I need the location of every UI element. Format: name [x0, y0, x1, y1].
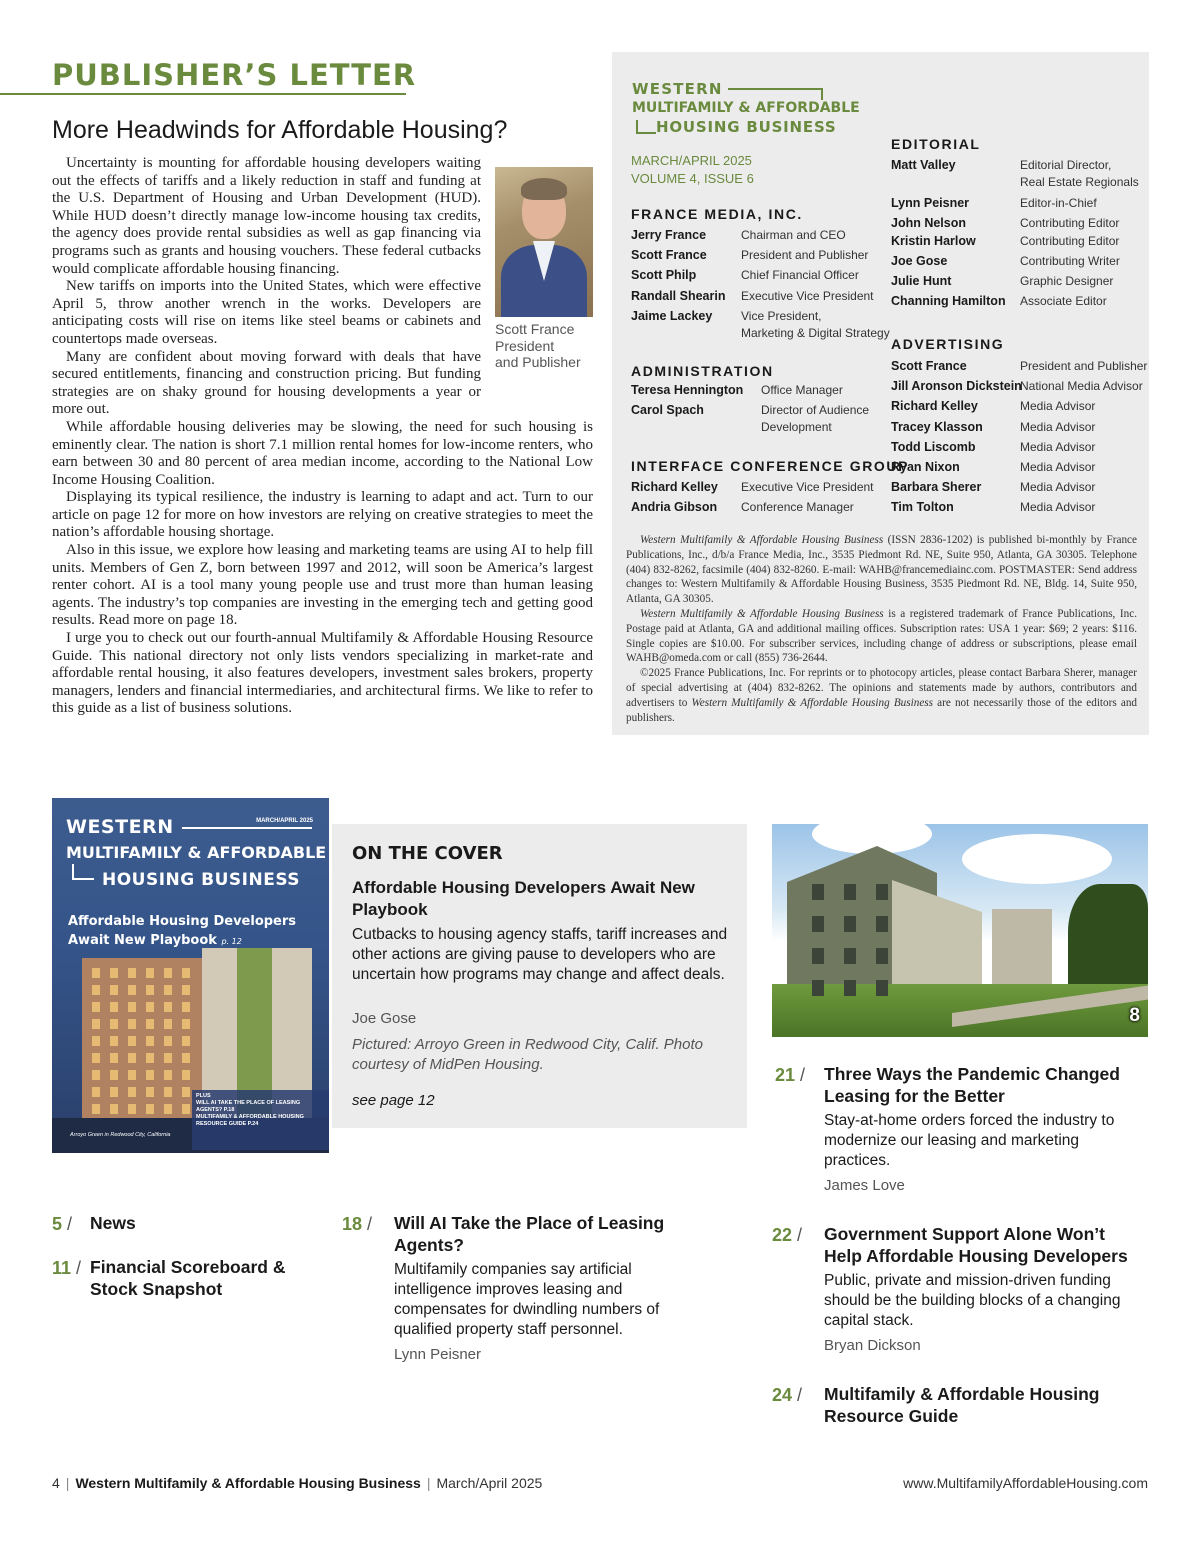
window-shape — [182, 1070, 190, 1080]
letter-paragraph: Displaying its typical resilience, the industry is learning to adapt and act. Turn to our article on page 12 for more on how investors are relying on creative strategies to meet the nation’s affordable housing shortage. — [52, 489, 593, 541]
toc-headline[interactable]: News — [90, 1213, 136, 1233]
staff-role-line: Media Advisor — [1020, 399, 1096, 414]
window-shape — [92, 968, 100, 978]
staff-role-line: Editorial Director, — [1020, 158, 1112, 172]
letter-text: Uncertainty is mounting for affordable housing developers waiting out the effects of tariffs and a likely reduction in staff and funding at the U.S. Department of Housing and Urban Development (HUD). While HUD doesn’t directly manage low-income housing tax credits, the agency does provide rental subsidies as well as gap financing via programs such as grants and housing vouchers. These federal cutbacks would complicate affordable housing financing. — [52, 155, 481, 277]
cover-plus-box — [192, 1090, 329, 1150]
issue-info — [631, 152, 754, 188]
toc-entry[interactable] — [824, 1063, 1144, 1194]
issue-volume: VOLUME 4, ISSUE 6 — [631, 171, 754, 186]
footer-publication: Western Multifamily & Affordable Housing Business — [75, 1475, 421, 1491]
window-shape — [146, 1087, 154, 1097]
footer-left — [52, 1475, 542, 1491]
toc-number: 18 — [342, 1214, 363, 1234]
on-cover-headline[interactable]: Affordable Housing Developers Await New Playbook — [352, 878, 695, 919]
toc-headline[interactable]: Government Support Alone Won’t Help Affordable Housing Developers — [824, 1224, 1128, 1266]
window-shape — [92, 1087, 100, 1097]
toc-slash: / — [76, 1258, 82, 1278]
window-shape — [812, 980, 824, 996]
window-shape — [128, 1087, 136, 1097]
letter-paragraph: Many are confident about moving forward with deals that have secured entitlements, financing and construction pricing. But funding strategies are on shaky ground for housing developments a year or more out. — [52, 348, 481, 418]
staff-role — [1020, 215, 1119, 232]
toc-headline[interactable]: Will AI Take the Place of Leasing Agents? — [394, 1213, 665, 1255]
apartment-photo — [772, 824, 1148, 1037]
cover-plus-line: AGENTS? P.18 — [196, 1107, 235, 1113]
staff-role — [761, 402, 869, 436]
toc-page-number — [775, 1065, 805, 1086]
fine-print — [626, 533, 1137, 725]
window-shape — [164, 1019, 172, 1029]
fine-print-text: (ISSN 2836-1202) is published bi-monthly by France Publications, Inc., d/b/a France Media, Inc., 3535 Piedmont Rd. NE, Suite 950, Atlanta, GA 30305. Telephone (404) 832-8262, facsimile (404) 832-8260. E-mail: WAHB@francemediainc.com. POSTMASTER: Send address changes to: Western Multifamily & Affordable Housing Business, 3535 Piedmont Rd. NE, Bldg. 14, Suite 950, Atlanta, GA 30305. — [626, 534, 1137, 606]
staff-name: Tim Tolton — [891, 500, 954, 515]
on-cover-see-page[interactable]: see page 12 — [352, 1092, 435, 1109]
staff-role — [1020, 293, 1107, 310]
window-shape — [128, 1019, 136, 1029]
staff-role-line: Media Advisor — [1020, 480, 1096, 495]
staff-role-line: Editor-in-Chief — [1020, 195, 1097, 210]
staff-name: Kristin Harlow — [891, 233, 976, 248]
staff-role — [741, 267, 859, 284]
window-shape — [844, 980, 856, 996]
window-shape — [92, 1002, 100, 1012]
photo-hair-shape — [521, 178, 567, 200]
publication-name: Western Multifamily & Affordable Housing Business — [640, 534, 884, 546]
window-shape — [164, 968, 172, 978]
logo-rule — [728, 88, 823, 90]
cover-plus-line: PLUS — [196, 1093, 211, 1099]
window-shape — [92, 1036, 100, 1046]
toc-page-number — [772, 1385, 802, 1406]
toc-slash: / — [367, 1214, 373, 1234]
toc-number: 5 — [52, 1214, 63, 1234]
staff-name: Julie Hunt — [891, 273, 952, 288]
window-shape — [182, 968, 190, 978]
window-shape — [146, 1070, 154, 1080]
window-shape — [876, 916, 888, 932]
cover-date: MARCH/APRIL 2025 — [256, 818, 313, 824]
toc-entry[interactable] — [824, 1383, 1144, 1427]
window-shape — [844, 948, 856, 964]
cover-headline — [68, 912, 296, 951]
france-media-heading: FRANCE MEDIA, INC. — [631, 206, 803, 222]
window-shape — [128, 1002, 136, 1012]
window-shape — [110, 1104, 118, 1114]
staff-name: Lynn Peisner — [891, 195, 970, 210]
window-shape — [146, 1036, 154, 1046]
cover-headline-line: Await New Playbook — [68, 933, 217, 948]
window-shape — [812, 884, 824, 900]
logo-rule — [821, 88, 823, 100]
editorial-heading: EDITORIAL — [891, 136, 981, 152]
staff-role — [741, 227, 846, 244]
staff-name: Barbara Sherer — [891, 480, 982, 495]
cover-logo-line: WESTERN — [66, 816, 174, 838]
logo-line: MULTIFAMILY & AFFORDABLE — [632, 100, 860, 116]
letter-title: More Headwinds for Affordable Housing? — [52, 116, 508, 144]
window-shape — [182, 1036, 190, 1046]
staff-role-line: Media Advisor — [1020, 419, 1096, 434]
lawn-shape — [772, 984, 1148, 1037]
window-shape — [110, 1036, 118, 1046]
staff-role — [1020, 157, 1139, 191]
window-shape — [876, 980, 888, 996]
toc-number: 24 — [772, 1385, 793, 1405]
window-shape — [146, 1053, 154, 1063]
cover-plus-line: MULTIFAMILY & AFFORDABLE HOUSING — [196, 1114, 304, 1120]
cover-caption: Arroyo Green in Redwood City, California — [70, 1132, 171, 1138]
staff-role-line: National Media Advisor — [1020, 379, 1143, 394]
letter-paragraph: Also in this issue, we explore how leasing and marketing teams are using AI to help fill units. Members of Gen Z, born between 1997 and 2012, will soon be America’s largest renter cohort. AI is a tool many young people use and trust more than human leasing agents. The industry’s top companies are investing in the emerging tech and getting good results. Read more on page 18. — [52, 542, 593, 629]
staff-name: Carol Spach — [631, 403, 704, 418]
toc-number: 21 — [775, 1065, 796, 1085]
staff-role-line: President and Publisher — [741, 248, 869, 263]
staff-role — [1020, 378, 1143, 395]
staff-role-line: Chairman and CEO — [741, 228, 846, 242]
window-shape — [92, 985, 100, 995]
window-shape — [844, 916, 856, 932]
staff-name: Scott France — [891, 359, 967, 373]
staff-name: Todd Liscomb — [891, 439, 976, 454]
window-shape — [182, 1087, 190, 1097]
cover-headline-line: Affordable Housing Developers — [68, 914, 297, 929]
window-shape — [146, 1104, 154, 1114]
fine-print-paragraph — [626, 666, 1137, 725]
window-shape — [182, 1019, 190, 1029]
staff-name: Jill Aronson Dickstein — [891, 379, 1022, 394]
cover-logo-line: MULTIFAMILY & AFFORDABLE — [66, 843, 327, 862]
toc-slash: / — [67, 1214, 73, 1234]
staff-role — [741, 499, 854, 516]
fine-print-text: is a registered trademark of France Publications, Inc. Postage paid at Atlanta, GA and additional mailing offices. Subscription rates: USA 1 year: $69; 2 years: $116. Single copies are $10.00. For subscriber services, including change of address or subscriptions, please email WAHB@omeda.com or call (855) 736-2644. — [626, 607, 1137, 665]
staff-name: Teresa Hennington — [631, 383, 744, 397]
window-shape — [146, 1002, 154, 1012]
window-shape — [146, 1019, 154, 1029]
staff-role — [1020, 459, 1095, 476]
staff-role — [741, 247, 868, 264]
caption-line: and Publisher — [495, 354, 581, 370]
window-shape — [164, 985, 172, 995]
toc-dek: Multifamily companies say artificial intelligence improves leasing and compensates for dwindling numbers of qualified property staff personnel. — [394, 1261, 660, 1338]
staff-name: Channing Hamilton — [891, 294, 1006, 309]
window-shape — [110, 1053, 118, 1063]
window-shape — [128, 1036, 136, 1046]
staff-role-line: Vice President, — [741, 308, 822, 323]
staff-role — [1020, 499, 1095, 516]
toc-headline[interactable]: Three Ways the Pandemic Changed Leasing for the Better — [824, 1064, 1120, 1106]
toc-slash: / — [797, 1385, 803, 1405]
cover-plus-line: WILL AI TAKE THE PLACE OF LEASING — [196, 1100, 301, 1106]
staff-role-line: Contributing Editor — [1020, 215, 1120, 230]
footer-divider: | — [426, 1475, 431, 1491]
window-shape — [92, 1070, 100, 1080]
window-shape — [146, 968, 154, 978]
staff-role — [1020, 253, 1120, 270]
window-shape — [876, 884, 888, 900]
staff-name: Jaime Lackey — [631, 308, 713, 323]
interface-heading: INTERFACE CONFERENCE GROUP — [631, 458, 910, 474]
staff-role-line: President and Publisher — [1020, 359, 1148, 373]
window-shape — [844, 884, 856, 900]
staff-role-line: Director of Audience — [761, 403, 870, 418]
footer-divider: | — [65, 1475, 70, 1491]
window-shape — [110, 1019, 118, 1029]
cover-logo-line: HOUSING BUSINESS — [102, 870, 301, 890]
staff-name: Jerry France — [631, 228, 707, 242]
fine-print-text: ©2025 France Publications, Inc. For reprints or to photocopy articles, please contact Barbara Sherer, manager of special advertising at (404) 832-8262. The opinions and statements made by authors, contributors and advertisers to — [626, 667, 1137, 709]
window-shape — [146, 985, 154, 995]
staff-role — [761, 382, 843, 399]
staff-role-line: Development — [761, 420, 832, 435]
magazine-cover-image — [52, 798, 329, 1153]
staff-role-line: Executive Vice President — [741, 288, 874, 303]
toc-number: 11 — [52, 1258, 72, 1278]
window-shape — [110, 985, 118, 995]
staff-name: Scott Philp — [631, 268, 697, 283]
toc-slash: / — [797, 1225, 803, 1245]
page-number: 4 — [52, 1475, 60, 1491]
staff-role — [1020, 358, 1147, 375]
logo-rule — [636, 132, 656, 134]
cover-page-ref: p. 12 — [221, 937, 242, 946]
photo-caption — [495, 321, 593, 371]
toc-page-number — [52, 1258, 81, 1279]
window-shape — [812, 916, 824, 932]
toc-slash: / — [800, 1065, 806, 1085]
letter-body — [52, 155, 593, 718]
toc-author: James Love — [824, 1177, 905, 1194]
on-cover-label: ON THE COVER — [352, 843, 503, 864]
window-shape — [110, 968, 118, 978]
section-tag: PUBLISHER’S LETTER — [52, 58, 417, 92]
staff-role-line: Contributing Editor — [1020, 233, 1120, 248]
staff-role — [1020, 439, 1095, 456]
window-shape — [128, 1070, 136, 1080]
staff-role-line: Associate Editor — [1020, 294, 1107, 309]
footer-url[interactable]: www.MultifamilyAffordableHousing.com — [903, 1475, 1148, 1491]
staff-role — [1020, 195, 1097, 212]
staff-name: Tracey Klasson — [891, 419, 983, 434]
window-shape — [182, 1002, 190, 1012]
window-shape — [128, 1104, 136, 1114]
toc-dek: Stay-at-home orders forced the industry to modernize our leasing and marketing practices. — [824, 1112, 1115, 1169]
on-cover-dek: Cutbacks to housing agency staffs, tariff increases and other actions are giving pause to developers who are uncertain how programs may change and affect deals. — [352, 926, 728, 983]
cloud-shape — [962, 834, 1112, 884]
toc-entry[interactable] — [394, 1212, 694, 1363]
staff-name: Richard Kelley — [631, 480, 718, 494]
caption-line: President — [495, 337, 555, 354]
staff-role-line: Graphic Designer — [1020, 273, 1114, 288]
publication-name: Western Multifamily & Affordable Housing Business — [640, 607, 884, 620]
staff-name: John Nelson — [891, 215, 967, 230]
staff-role-line: Marketing & Digital Strategy — [741, 325, 890, 340]
staff-role — [1020, 419, 1095, 436]
photo-page-badge: 8 — [1129, 1005, 1140, 1026]
fine-print-paragraph — [626, 533, 1137, 607]
window-shape — [128, 985, 136, 995]
window-shape — [164, 1070, 172, 1080]
staff-role — [741, 479, 874, 496]
publisher-photo — [495, 167, 593, 317]
window-shape — [164, 1036, 172, 1046]
letter-paragraph: I urge you to check out our fourth-annual Multifamily & Affordable Housing Resource Guide. This national directory not only lists vendors specializing in market-rate and affordable rental housing, it also features developers, investment sales brokers, property managers, lenders and financial intermediaries, and architectural firms. We like to refer to this guide as a list of business solutions. — [52, 630, 593, 717]
on-cover-author: Joe Gose — [352, 1010, 417, 1027]
window-shape — [164, 1104, 172, 1114]
toc-page-number — [342, 1214, 372, 1235]
staff-name: Matt Valley — [891, 158, 956, 172]
toc-headline[interactable]: Multifamily & Affordable Housing Resource Guide — [824, 1384, 1100, 1426]
window-shape — [110, 1002, 118, 1012]
cover-plus-line: RESOURCE GUIDE P.24 — [196, 1121, 259, 1127]
window-shape — [164, 1053, 172, 1063]
toc-author: Bryan Dickson — [824, 1337, 921, 1354]
window-shape — [92, 1053, 100, 1063]
toc-number: 22 — [772, 1225, 793, 1245]
staff-role-line: Office Manager — [761, 383, 843, 397]
window-shape — [110, 1070, 118, 1080]
staff-name: Richard Kelley — [891, 399, 978, 414]
logo-line: WESTERN — [632, 80, 723, 98]
staff-role-line: Media Advisor — [1020, 460, 1096, 474]
footer-date: March/April 2025 — [436, 1475, 543, 1491]
on-cover-pictured: Pictured: Arroyo Green in Redwood City, Calif. Photo courtesy of MidPen Housing. — [352, 1036, 703, 1073]
staff-role — [1020, 479, 1095, 496]
logo-line: HOUSING BUSINESS — [656, 118, 837, 136]
window-shape — [182, 1053, 190, 1063]
staff-role-line: Conference Manager — [741, 500, 854, 515]
fine-print-paragraph — [626, 607, 1137, 666]
cover-logo-rule — [72, 864, 74, 878]
toc-page-number — [772, 1225, 802, 1246]
staff-role — [741, 288, 874, 305]
staff-name: Andria Gibson — [631, 500, 718, 515]
staff-role-line: Contributing Writer — [1020, 253, 1120, 268]
toc-author: Lynn Peisner — [394, 1346, 481, 1363]
window-shape — [812, 948, 824, 964]
staff-role-line: Real Estate Regionals — [1020, 175, 1139, 189]
issue-date: MARCH/APRIL 2025 — [631, 153, 752, 168]
toc-entry[interactable] — [90, 1256, 310, 1300]
window-shape — [92, 1104, 100, 1114]
window-shape — [128, 1053, 136, 1063]
staff-role — [1020, 398, 1095, 415]
cover-logo-rule — [182, 827, 312, 829]
toc-headline[interactable]: Financial Scoreboard & Stock Snapshot — [90, 1257, 286, 1299]
publication-name: Western Multifamily & Affordable Housing Business — [691, 696, 934, 709]
staff-role-line: Media Advisor — [1020, 500, 1096, 515]
section-rule — [0, 93, 406, 95]
toc-entry[interactable] — [824, 1223, 1144, 1354]
window-shape — [128, 968, 136, 978]
staff-role-line: Executive Vice President — [741, 480, 874, 494]
window-shape — [92, 1019, 100, 1029]
publisher-photo-block — [495, 167, 593, 395]
toc-entry[interactable] — [90, 1212, 310, 1234]
letter-paragraph: New tariffs on imports into the United States, which were effective April 5, throw another wrench in the works. Developers are anticipating costs will rise on items like steel beams or cabinets and countertops made overseas. — [52, 278, 481, 347]
staff-role — [741, 308, 890, 342]
toc-dek: Public, private and mission-driven funding should be the building blocks of a changing capital stack. — [824, 1272, 1121, 1329]
staff-role — [1020, 273, 1113, 290]
staff-name: Scott France — [631, 248, 707, 263]
caption-line: Scott France — [495, 321, 575, 337]
administration-heading: ADMINISTRATION — [631, 363, 774, 379]
letter-paragraph: While affordable housing deliveries may be slowing, the need for such housing is eminently clear. The nation is short 7.1 million rental homes for low-income renters, who earn between 30 and 80 percent of area median income, according to the National Low Income Housing Coalition. — [52, 418, 593, 488]
window-shape — [182, 985, 190, 995]
staff-role-line: Chief Financial Officer — [741, 268, 859, 283]
staff-role-line: Media Advisor — [1020, 439, 1096, 454]
staff-name: Joe Gose — [891, 253, 948, 268]
window-shape — [876, 948, 888, 964]
window-shape — [182, 1104, 190, 1114]
staff-role — [1020, 233, 1119, 250]
window-shape — [110, 1087, 118, 1097]
cover-logo-rule — [72, 878, 94, 880]
advertising-heading: ADVERTISING — [891, 336, 1005, 352]
staff-name: Ryan Nixon — [891, 460, 960, 474]
staff-name: Randall Shearin — [631, 288, 726, 303]
window-shape — [164, 1002, 172, 1012]
window-shape — [164, 1087, 172, 1097]
toc-page-number — [52, 1214, 72, 1235]
fine-print-text: are not necessarily those of the editors and publishers. — [626, 696, 1138, 724]
